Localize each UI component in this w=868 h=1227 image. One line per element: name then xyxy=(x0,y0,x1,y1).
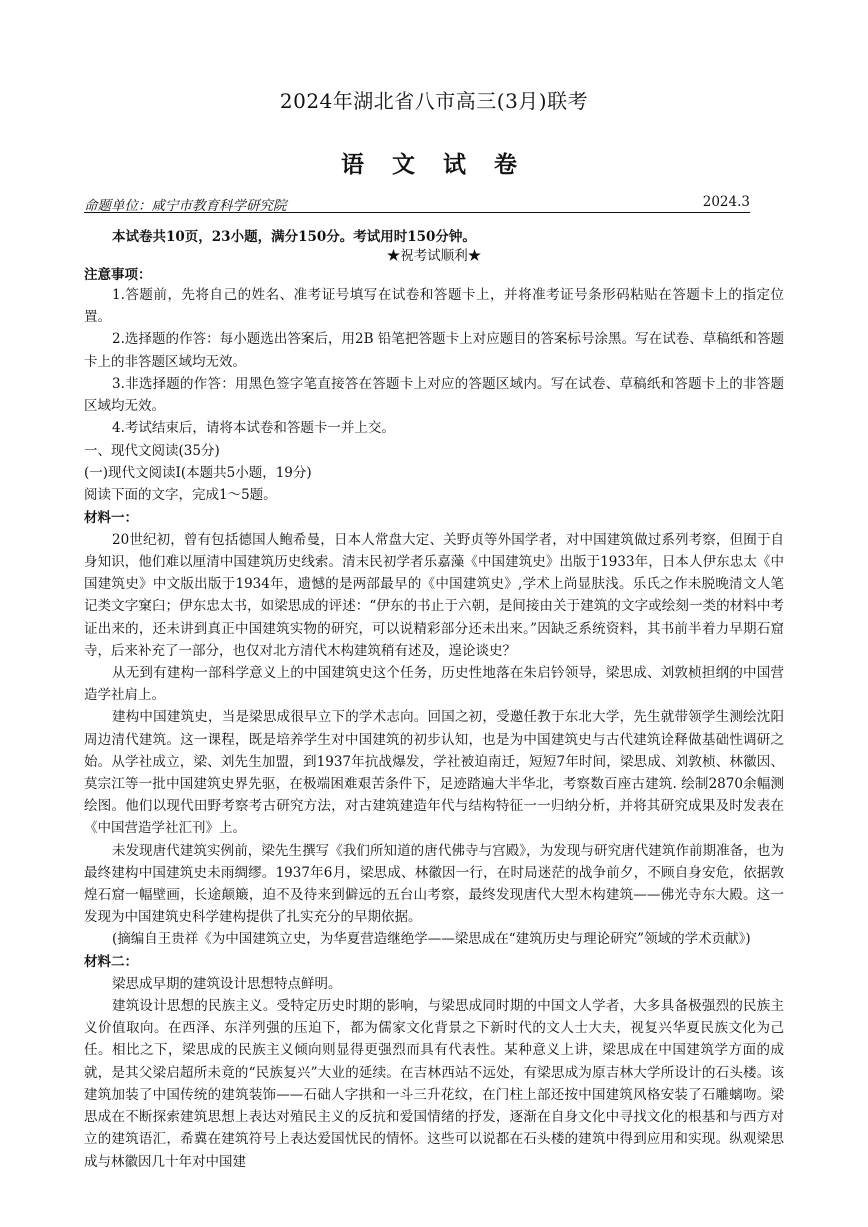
material-one-paragraph: 从无到有建构一部科学意义上的中国建筑史这个任务，历史性地落在朱启钤领导，梁思成、刘敦桢担纲的中国营造学社肩上。 xyxy=(84,665,784,704)
material-one-paragraph: 建构中国建筑史，当是梁思成很早立下的学术志向。回国之初，受邀任教于东北大学，先生就带领学生测绘沈阳周边清代建筑。这一课程，既是培养学生对中国建筑的初步认知，也是为中国建筑史与古代建筑诠释做基础性调研之始。从学社成立，梁、刘先生加盟，到1937年抗战爆发，学社被迫南迁，短短7年时间，梁思成、刘敦桢、林徽因、莫宗江等一批中国建筑史界先驱，在极端困难艰苦条件下，足迹踏遍大半华北，考察数百座古建筑. 绘制2870余幅测绘图。他们以现代田野考察考古研究方法，对古建筑建造年代与结构特征一一归纳分析，并将其研究成果及时发表在《中国营造学社汇刊》上。 xyxy=(84,709,784,837)
org-name: 命题单位：咸宁市教育科学研究院 xyxy=(84,198,287,214)
section-sub-title: (一)现代文阅读Ⅰ(本题共5小题，19分) xyxy=(84,465,312,482)
material-two-paragraph: 梁思成早期的建筑设计思想特点鲜明。 xyxy=(112,975,342,992)
material-one-paragraph: 未发现唐代建筑实例前，梁先生撰写《我们所知道的唐代佛寺与宫殿》，为发现与研究唐代建筑作前期准备，也为最终建构中国建筑史未雨绸缪。1937年6月，梁思成、林徽因一行，在时局迷茫的战争前夕，不顾自身安危，依据敦煌石窟一幅壁画，长途颠簸，迫不及待来到僻远的五台山考察，最终发现唐代大型木构建筑——佛光寺东大殿。这一发现为中国建筑史科学建构提供了扎实充分的早期依据。 xyxy=(84,842,784,926)
subject-title: 语 文 试 卷 xyxy=(340,151,528,178)
notice-item: 3.非选择题的作答：用黑色签字笔直接答在答题卡上对应的答题区域内。写在试卷、草稿纸和答题卡上的非答题区域均无效。 xyxy=(84,375,784,415)
exam-intro: 本试卷共10页，23小题，满分150分。考试用时150分钟。 xyxy=(112,229,476,245)
good-luck-line: ★祝考试顺利★ xyxy=(386,248,482,264)
section-part-title: 一、现代文阅读(35分) xyxy=(84,443,220,459)
material-two-label: 材料二： xyxy=(84,953,138,970)
exam-date: 2024.3 xyxy=(702,194,750,210)
section-instruction: 阅读下面的文字，完成1～5题。 xyxy=(84,487,277,504)
notice-item: 4.考试结束后，请将本试卷和答题卡一并上交。 xyxy=(112,420,395,437)
notice-item: 1.答题前，先将自己的姓名、准考证号填写在试卷和答题卡上，并将准考证号条形码粘贴在答题卡上的指定位置。 xyxy=(84,287,784,326)
material-two-paragraph: 建筑设计思想的民族主义。受特定历史时期的影响，与梁思成同时期的中国文人学者，大多具备极强烈的民族主义价值取向。在西泽、东洋列强的压迫下，都为儒家文化背景之下新时代的文人士大夫，视复兴华夏民族文化为己任。相比之下，梁思成的民族主义倾向则显得更强烈而具有代表性。某种意义上讲，梁思成在中国建筑学方面的成就，是其父梁启超所未竟的“民族复兴”大业的延续。在吉林西站不远处，有梁思成为原吉林大学所设计的石头楼。该建筑加装了中国传统的建筑装饰——石础人字拱和一斗三升花纹，在门柱上部还按中国建筑风格安装了石雕螭吻。梁思成在不断探索建筑思想上表达对殖民主义的反抗和爱国情绪的抒发，逐渐在自身文化中寻找文化的根基和与西方对立的建筑语汇，希冀在建筑符号上表达爱国忧民的情怀。这些可以说都在石头楼的建筑中得到应用和实现。纵观梁思成与林徽因几十年对中国建 xyxy=(84,998,784,1170)
org-line xyxy=(84,194,750,213)
material-one-paragraph: 20世纪初，曾有包括德国人鲍希曼，日本人常盘大定、关野贞等外国学者，对中国建筑做过系列考察，但囿于自身知识，他们难以厘清中国建筑历史线索。清末民初学者乐嘉藻《中国建筑史》出版于1933年，日本人伊东忠太《中国建筑史》中文版出版于1934年，遗憾的是两部最早的《中国建筑史》,学术上尚显肤浅。乐氏之作未脱晚清文人笔记类文字窠臼；伊东忠太书，如梁思成的评述：“伊东的书止于六朝，是间接由关于建筑的文字或绘刻一类的材料中考证出来的，还未讲到真正中国建筑实物的研究，可以说精彩部分还未出来。”因缺乏系统资料，其书前半着力早期石窟寺，后来补充了一部分，也仅对北方清代木构建筑稍有述及，遑论谈史？ xyxy=(84,531,784,659)
material-one-label: 材料一： xyxy=(84,509,138,526)
material-one-citation: (摘编自王贵祥《为中国建筑立史，为华夏营造继绝学——梁思成在“建筑历史与理论研究”领域的学术贡献》) xyxy=(112,931,751,948)
exam-title: 2024年湖北省八市高三(3月)联考 xyxy=(279,89,589,113)
notice-heading: 注意事项： xyxy=(84,267,152,283)
notice-item: 2.选择题的作答：每小题选出答案后，用2B 铅笔把答题卡上对应题目的答案标号涂黑。写在试卷、草稿纸和答题卡上的非答题区域均无效。 xyxy=(84,331,784,370)
notice-list xyxy=(84,284,784,439)
reading-section xyxy=(84,440,784,1173)
